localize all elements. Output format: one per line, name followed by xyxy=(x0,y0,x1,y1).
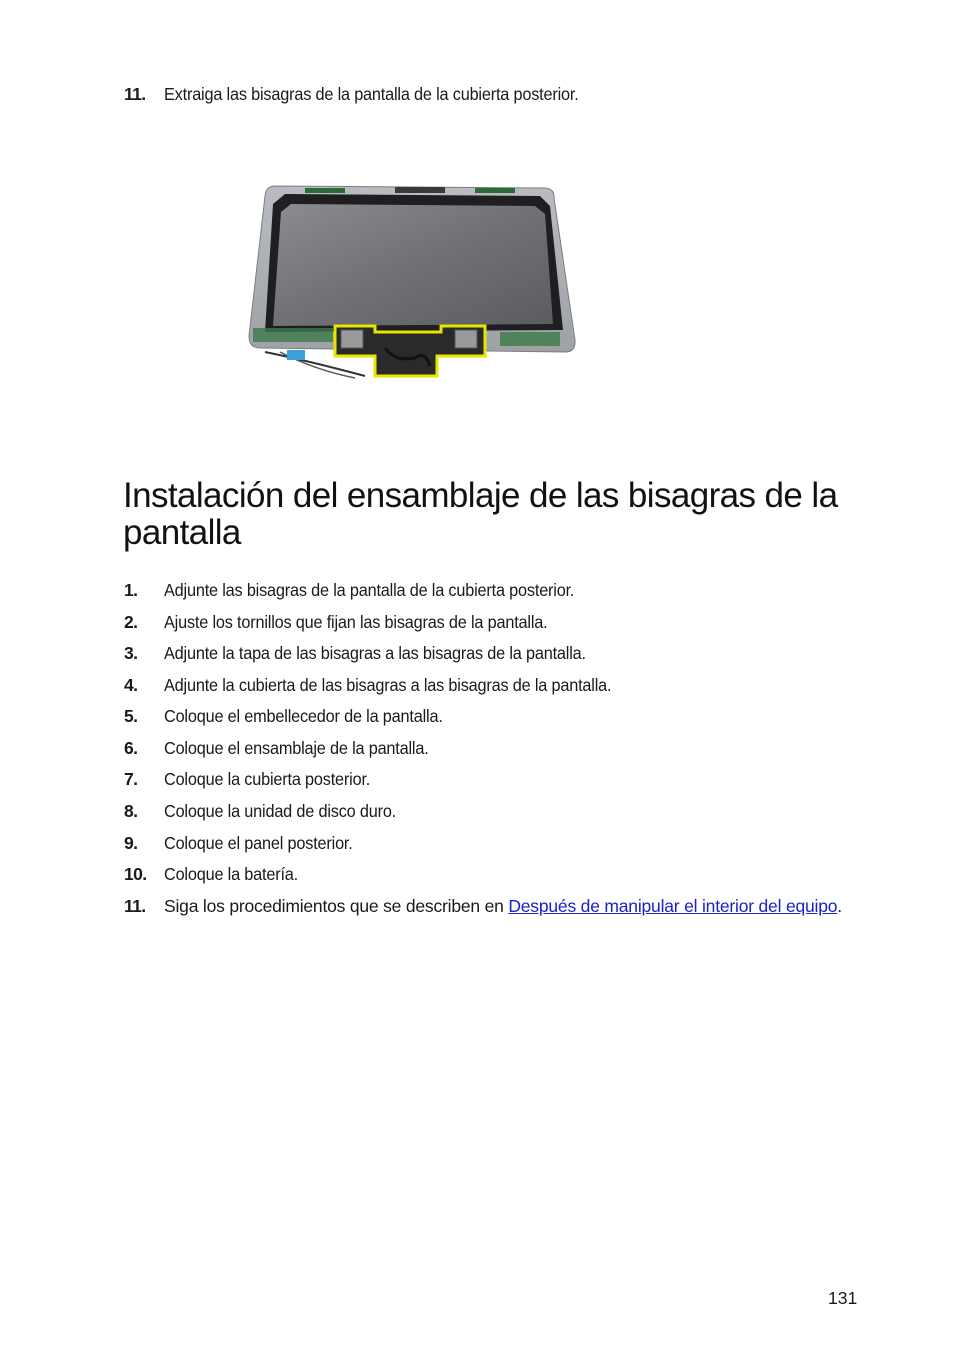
step-text: Coloque la cubierta posterior. xyxy=(164,769,371,789)
list-item xyxy=(124,831,844,855)
step-text: Coloque la batería. xyxy=(164,864,299,884)
step-number: 9. xyxy=(124,833,138,853)
after-working-inside-link[interactable]: Después de manipular el interior del equipo xyxy=(508,896,838,916)
list-item xyxy=(124,704,844,728)
display-hinges-figure xyxy=(245,180,590,380)
step-number: 11. xyxy=(124,896,146,916)
list-item xyxy=(124,578,844,602)
list-item xyxy=(124,673,844,697)
step-text xyxy=(164,894,844,918)
step-text: Coloque la unidad de disco duro. xyxy=(164,801,397,821)
step-text-after: . xyxy=(837,896,842,916)
step-number: 10. xyxy=(124,864,147,884)
list-item xyxy=(124,862,844,886)
step-number: 3. xyxy=(124,643,138,663)
list-item xyxy=(124,894,844,918)
step-number: 6. xyxy=(124,738,138,758)
section-title: Instalación del ensamblaje de las bisagras de la pantalla xyxy=(123,476,838,552)
step-text: Coloque el ensamblaje de la pantalla. xyxy=(164,738,429,758)
step-number: 7. xyxy=(124,769,138,789)
page-number: 131 xyxy=(828,1288,858,1308)
list-item xyxy=(124,736,844,760)
step-text: Coloque el embellecedor de la pantalla. xyxy=(164,706,443,726)
step-text: Ajuste los tornillos que fijan las bisagras de la pantalla. xyxy=(164,612,548,632)
list-item xyxy=(124,610,844,634)
step-text: Coloque el panel posterior. xyxy=(164,833,353,853)
step-number: 4. xyxy=(124,675,138,695)
step-extract-hinges xyxy=(124,82,844,106)
step-number: 2. xyxy=(124,612,138,632)
step-text: Adjunte las bisagras de la pantalla de la cubierta posterior. xyxy=(164,580,575,600)
step-number: 5. xyxy=(124,706,138,726)
list-item xyxy=(124,641,844,665)
step-text-before: Siga los procedimientos que se describen en xyxy=(164,896,509,916)
step-text: Extraiga las bisagras de la pantalla de la cubierta posterior. xyxy=(164,84,579,104)
list-item xyxy=(124,767,844,791)
step-number: 11. xyxy=(124,84,146,104)
list-item xyxy=(124,799,844,823)
display-assembly-illustration xyxy=(245,180,590,380)
step-text: Adjunte la cubierta de las bisagras a las bisagras de la pantalla. xyxy=(164,675,612,695)
step-text: Adjunte la tapa de las bisagras a las bisagras de la pantalla. xyxy=(164,643,586,663)
step-number: 1. xyxy=(124,580,138,600)
step-number: 8. xyxy=(124,801,138,821)
